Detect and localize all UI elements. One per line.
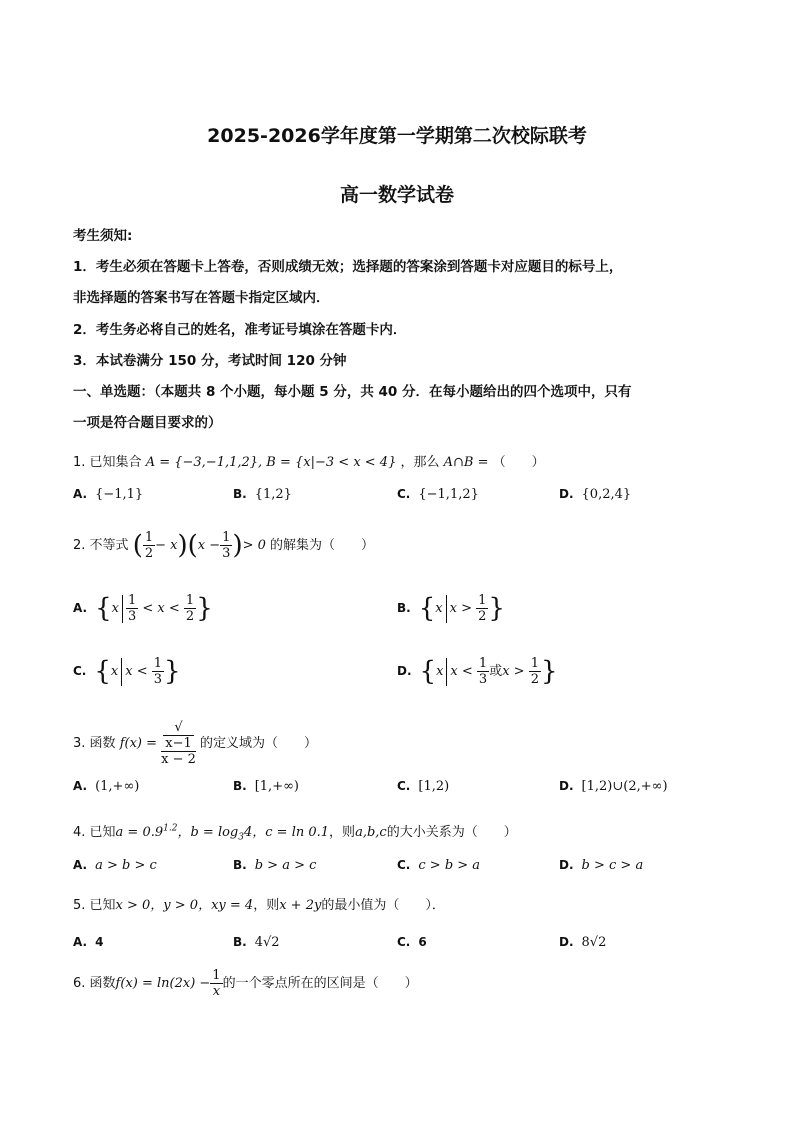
question-2: 2. 不等式 ( $\frac{1}{2}$ − x)(x − $\frac{1}{3}$ )> 0 的解集为（ ） [73, 530, 375, 561]
notice-item-2: 2．考生务必将自己的姓名，准考证号填涂在答题卡内． [73, 322, 407, 338]
q4-option-b: B. b > a > c [233, 858, 317, 873]
q1-option-d: D. {0,2,4} [559, 487, 632, 502]
q4-option-c: C. c > b > a [397, 858, 481, 873]
q1-option-c: C. {−1,1,2} [397, 487, 479, 502]
q1-intersection: A∩B = [443, 455, 489, 470]
exam-title: 2025-2026学年度第一学期第二次校际联考 [207, 125, 587, 147]
exam-subtitle: 高一数学试卷 [339, 184, 454, 206]
question-3: 3. 函数 f(x) = √ x−1 x − 2 的定义域为（ ） [73, 720, 318, 767]
notice-item-3: 3．本试卷满分 150 分，考试时间 120 分钟 [73, 353, 347, 369]
notice-item-1-cont: 非选择题的答案书写在答题卡指定区域内． [73, 290, 330, 306]
q1-option-a: A. {−1,1} [73, 487, 144, 502]
q2-option-b: B. {x x > $\frac{1}{2}$ } [397, 593, 505, 624]
notice-heading: 考生须知: [73, 228, 133, 244]
q5-option-d: D. 8√2 [559, 935, 607, 950]
q3-option-d: D. [1,2)∪(2,+∞) [559, 779, 668, 794]
notice-item-1: 1．考生必须在答题卡上答卷，否则成绩无效；选择题的答案涂到答题卡对应题目的标号上， [73, 259, 623, 275]
question-4: 4. 已知$a = 0.9^{1.2}$，$b = \log_34$，c = ln 0.1，则a,b,c的大小关系为（ ） [73, 823, 517, 843]
q5-option-a: A. 4 [73, 935, 104, 949]
q3-option-c: C. [1,2) [397, 779, 450, 794]
question-1: 1. 已知集合 A = {−3,−1,1,2}, B = {x|−3 < x < 4} ，那么 A∩B = （ ） [73, 455, 545, 470]
q5-option-c: C. 6 [397, 935, 427, 949]
q4-option-a: A. a > b > c [73, 858, 157, 873]
q2-option-d: D. {x x < $\frac{1}{3}$ 或x > $\frac{1}{2}$ } [397, 656, 558, 687]
q1-option-b: B. {1,2} [233, 487, 292, 502]
section-heading-cont: 一项是符合题目要求的） [73, 415, 222, 431]
question-6: 6. 函数f(x) = ln(2x) − $\frac{1}{x}$ 的一个零点所在的区间是（ ） [73, 968, 418, 999]
q3-option-b: B. [1,+∞) [233, 779, 299, 794]
q3-option-a: A. (1,+∞) [73, 779, 140, 794]
q2-option-c: C. {x x < $\frac{1}{3}$ } [73, 656, 181, 687]
q5-option-b: B. 4√2 [233, 935, 280, 950]
q1-sets: A = {−3,−1,1,2}, B = {x|−3 < x < 4} [145, 455, 397, 470]
q2-option-a: A. {x $\frac{1}{3}$ < x < $\frac{1}{2}$ } [73, 593, 213, 624]
question-5: 5. 已知x > 0，y > 0，xy = 4，则x + 2y的最小值为（ ）． [73, 898, 445, 913]
section-heading: 一、单选题：（本题共 8 个小题，每小题 5 分，共 40 分．在每小题给出的四个选项中，只有 [73, 384, 632, 400]
q4-option-d: D. b > c > a [559, 858, 644, 873]
